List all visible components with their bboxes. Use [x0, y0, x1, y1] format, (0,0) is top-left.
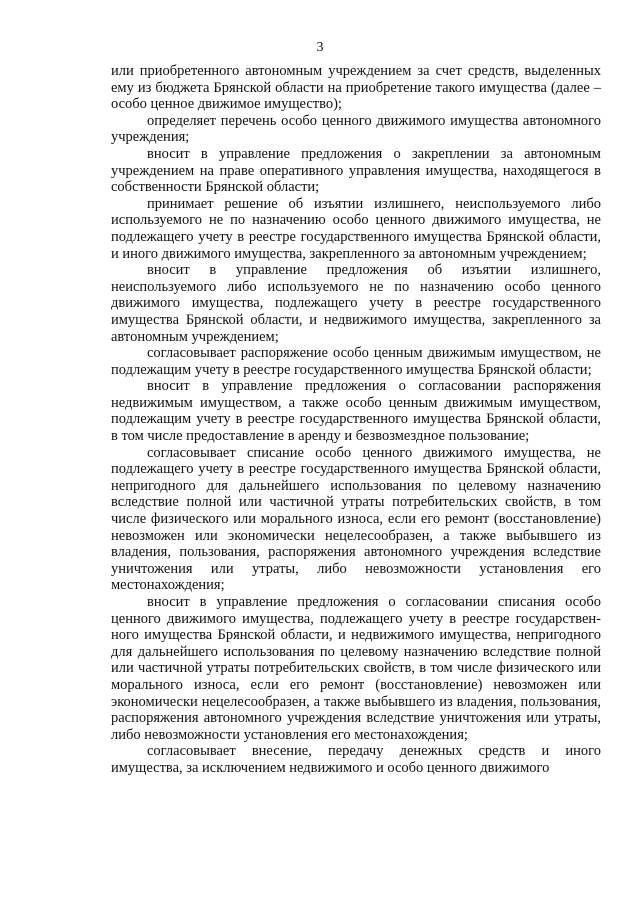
- paragraph-assignment-proposal: вносит в управление предложения о закреплении за автономным учреждением на праве оперативного управления имущества, находящегося в собственности Брянской области;: [111, 145, 601, 196]
- paragraph-withdrawal-proposal: вносит в управление предложения об изъятии излишнего, неиспользуемого либо используемого не по назначению особо ценного движимого имущества, подлежащего учету в реестре государственного имущества Брянской области, и недвижимого имущества, закрепленного за автономным учреждением;: [111, 262, 601, 345]
- page-number: 3: [316, 40, 324, 55]
- paragraph-writeoff-proposal: вносит в управление предложения о согласовании списания особо ценного движимого имущества, подлежащего учету в реестре государственного имущества Брянской области, и недвижимого имущества, непригодного для дальнейшего использования по целевому назначению вследствие полной или частичной утраты потребительских свойств, в том числе физического или морального износа, если его ремонт (восстановление) невозможен или экономически нецелесообразен, а также выбывшего из владения, пользования, распоряжения автономного учреждения вследствие уничтожения или утраты, либо невозможности установления его местонахождения;: [111, 594, 601, 743]
- paragraph-disposal-proposal: вносит в управление предложения о согласовании распоряжения недвижимым имуществом, а также особо ценным движимым имуществом, подлежащим учету в реестре государственного имущества Брянской области, в том числе предоставление в аренду и безвозмездное пользование;: [111, 378, 601, 445]
- paragraph-transfer-approval: согласовывает внесение, передачу денежных средств и иного имущества, за исключением недвижимого и особо ценного движимого: [111, 743, 601, 776]
- paragraph-withdrawal-decision: принимает решение об изъятии излишнего, неиспользуемого либо используемого не по назначению особо ценного движимого имущества, не подлежащего учету в реестре государственного имущества Брянской области, и иного движимого имущества, закрепленного за автономным учреждением;: [111, 195, 601, 262]
- paragraph-disposal-approval: согласовывает распоряжение особо ценным движимым имуществом, не подлежащим учету в реестре государственного имущества Брянской области;: [111, 345, 601, 378]
- document-body: [111, 63, 601, 777]
- paragraph-continuation: или приобретенного автономным учреждением за счет средств, выделенных ему из бюджета Брянской области на приобретение такого имущества (далее – особо ценное движимое имущество);: [111, 63, 601, 113]
- paragraph-writeoff-approval: согласовывает списание особо ценного движимого имущества, не подлежащего учету в реестре государственного имущества Брянской области, непригодного для дальнейшего использования по целевому назначению вследствие полной или частичной утраты потребительских свойств, в том числе физического или морального износа, если его ремонт (восстановление) невозможен или экономически нецелесообразен, а также выбывшего из владения, пользования, распоряжения автономного учреждения вследствие уничтожения или утраты, либо невозможности установления его местонахождения;: [111, 444, 601, 594]
- paragraph-define-list: определяет перечень особо ценного движимого имущества автономного учреждения;: [111, 112, 601, 146]
